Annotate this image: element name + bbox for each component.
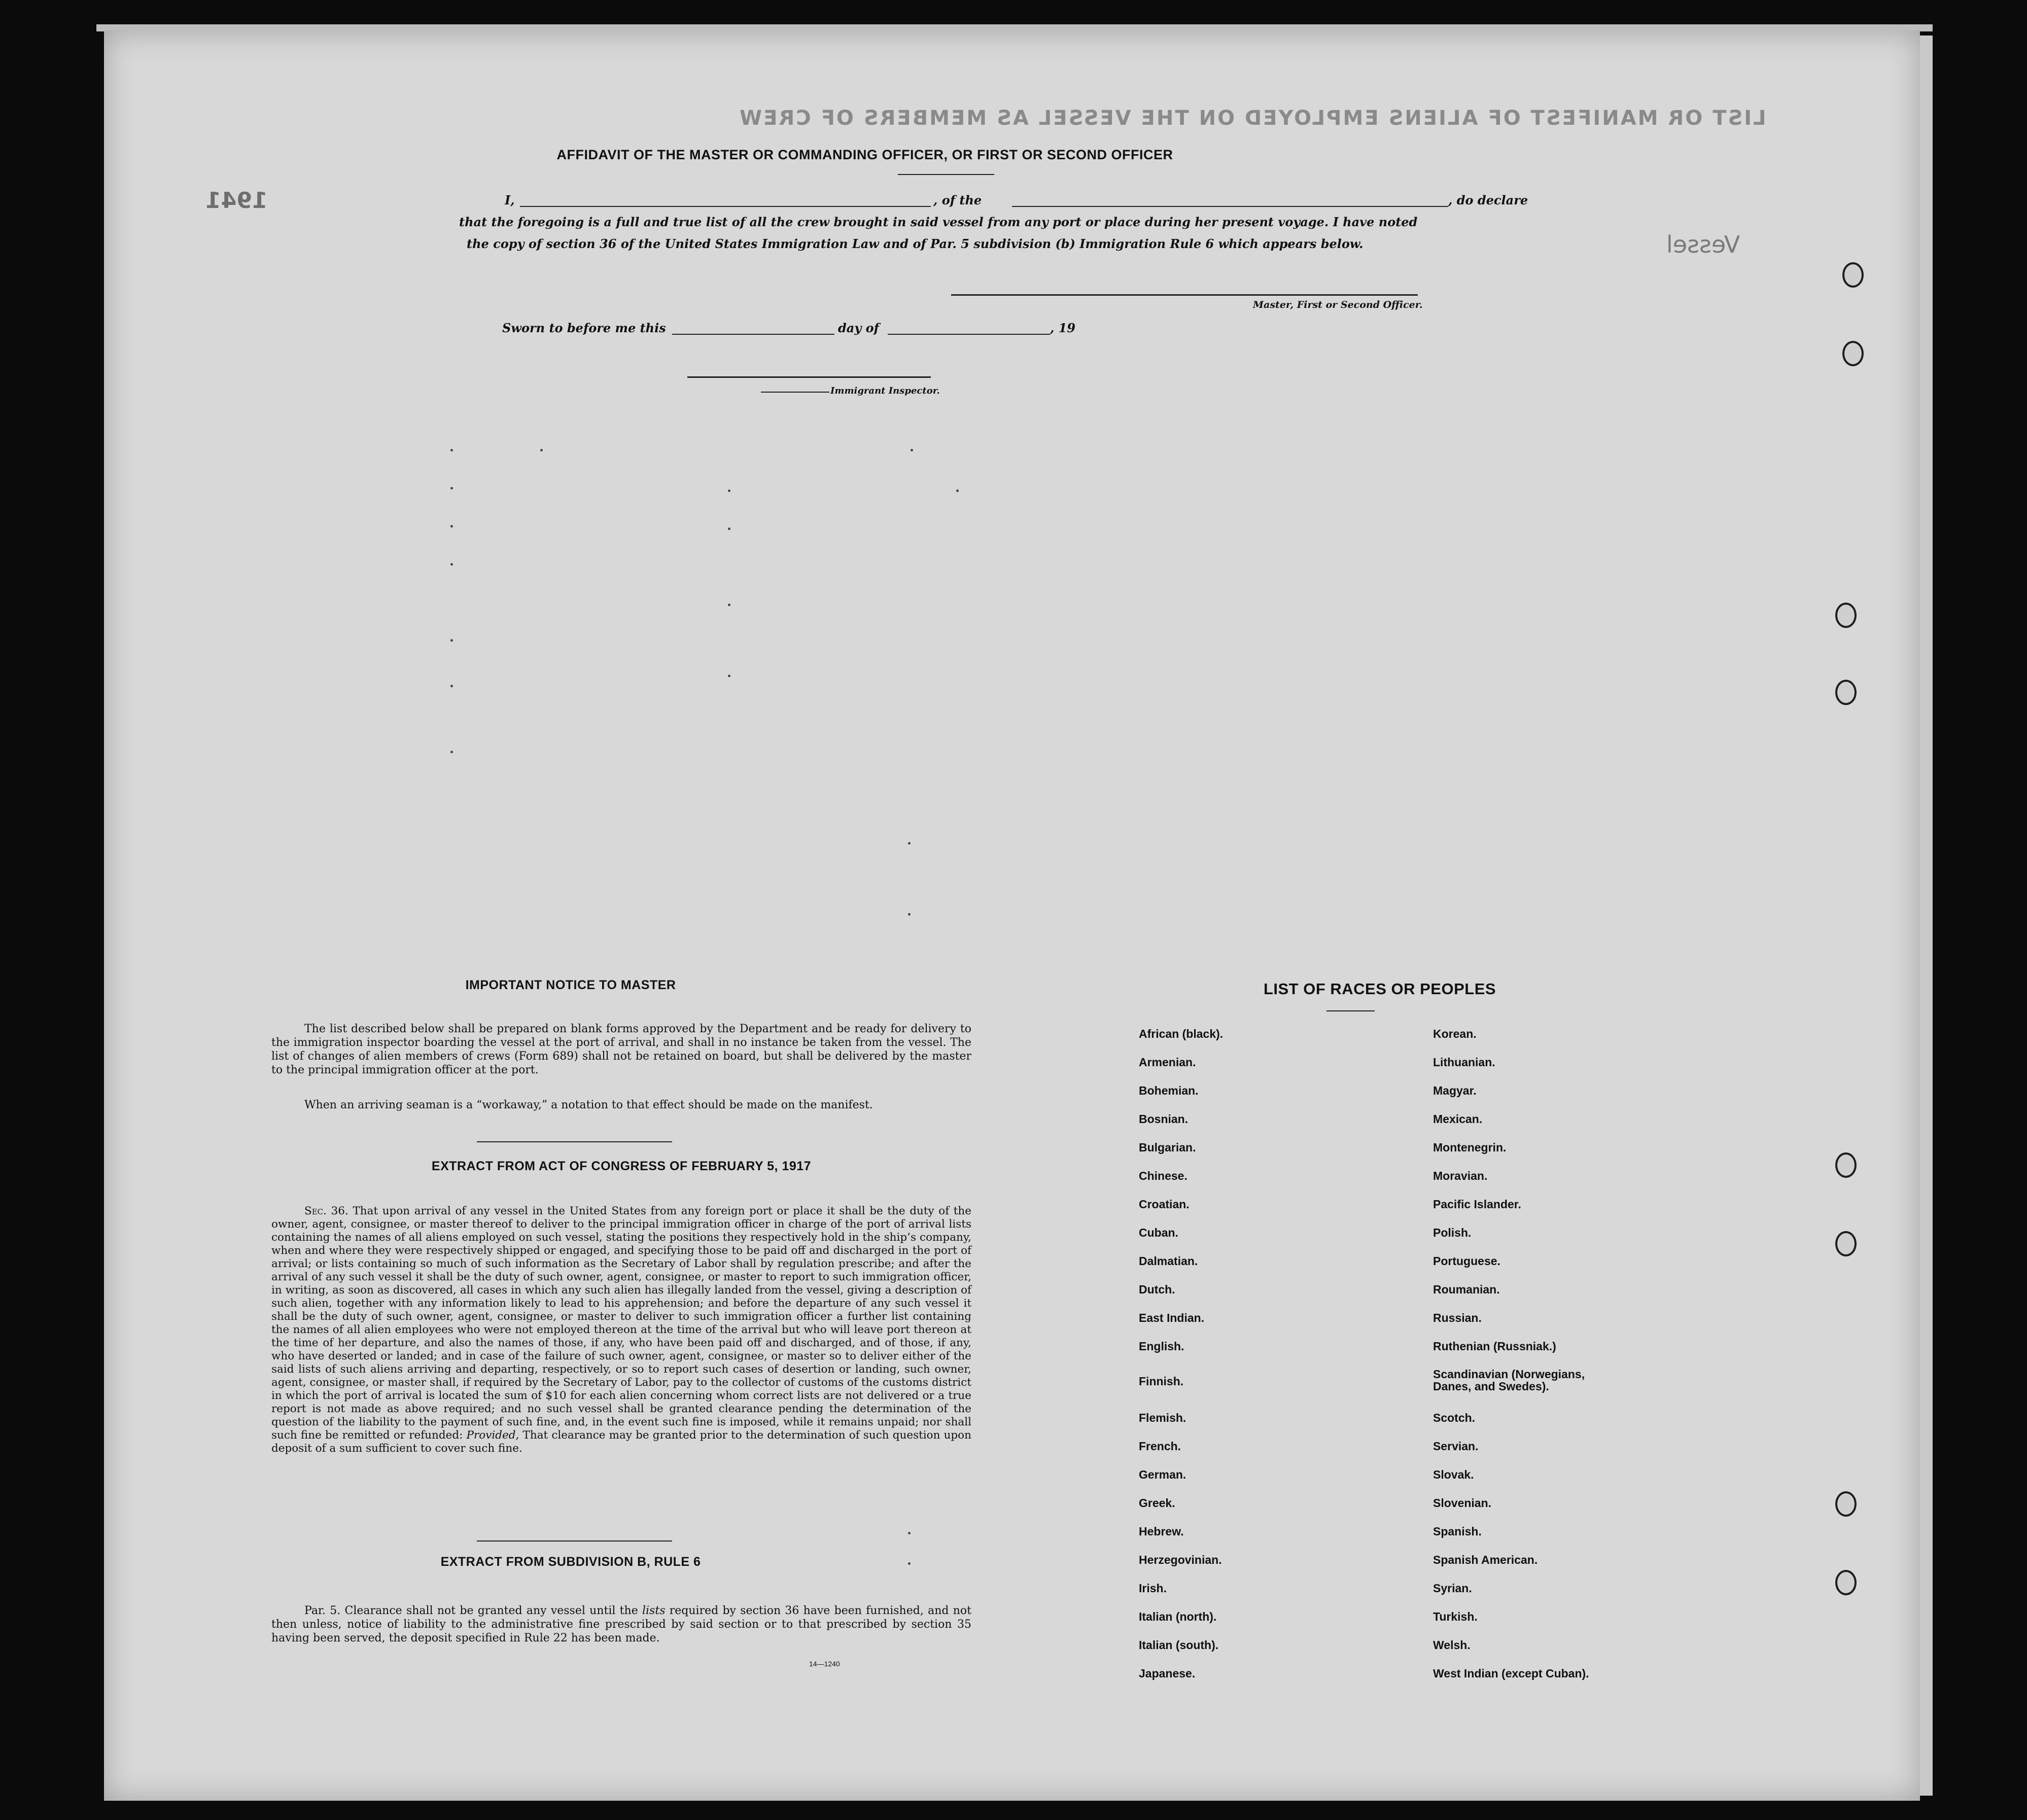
races-left-column [1139,1027,1443,1687]
race-item: Croatian. [1139,1198,1190,1211]
notice-paragraph-1: The list described below shall be prepared on blank forms approved by the Department and be ready for delivery to the immigration inspector boarding the vessel at the port of arrival, and shall in no instance be taken from the vessel. The list of changes of alien members of crews (Form 689) shall not be retained on board, but shall be delivered by the master to the principal immigration officer at the port. [271,1023,971,1076]
race-item: African (black). [1139,1027,1224,1040]
dot [908,1532,911,1534]
race-item: East Indian. [1139,1311,1205,1324]
race-item: Slovak. [1433,1468,1474,1481]
race-item: Slovenian. [1433,1496,1492,1510]
dot [540,449,543,451]
provided-label: Provided, [466,1429,519,1442]
race-item: Welsh. [1433,1638,1471,1652]
sworn-month-blank [888,334,1050,335]
race-item: Herzegovinian. [1139,1553,1222,1566]
dot [450,487,453,489]
rule-text-a: Par. 5. Clearance shall not be granted any vessel until the [304,1604,638,1617]
affidavit-line-2: that the foregoing is a full and true list of all the crew brought in said vessel from any port or place during her present voyage. I have noted [459,215,1418,229]
race-item: Servian. [1433,1440,1479,1453]
extract-rule-title: EXTRACT FROM SUBDIVISION B, RULE 6 [440,1555,701,1569]
race-item: Scandinavian (Norwegians, Danes, and Swedes). [1433,1368,1585,1393]
extract-act-body [271,1205,971,1455]
race-item: Dutch. [1139,1283,1175,1296]
bleed-corner-number: 1941 [205,188,268,214]
race-item: Bohemian. [1139,1084,1199,1097]
dot [450,639,453,642]
race-item: Bulgarian. [1139,1141,1196,1154]
signature-line [951,294,1418,296]
dot [908,842,911,845]
inspector-short-line [761,392,829,393]
race-item: Irish. [1139,1582,1167,1595]
sworn-year-label: , 19 [1050,321,1076,335]
races-title: LIST OF RACES OR PEOPLES [1263,980,1496,998]
dot [728,604,730,606]
race-item: Mexican. [1433,1112,1483,1126]
races-right-column [1433,1027,1737,1687]
vessel-blank [1012,206,1448,207]
affidavit-declare-label: , do declare [1448,193,1528,207]
race-item: Greek. [1139,1496,1175,1510]
punch-hole [1835,1231,1857,1256]
lists-word: lists [642,1604,666,1617]
race-item: Korean. [1433,1027,1477,1040]
manifest-page [104,30,1920,1801]
race-item: French. [1139,1440,1181,1453]
race-item: Scotch. [1433,1411,1476,1424]
dot [450,525,453,528]
race-item: Italian (north). [1139,1610,1217,1623]
section-label: Sec. 36. [304,1205,348,1217]
divider [477,1141,672,1142]
race-item: Magyar. [1433,1084,1477,1097]
extract-act-title: EXTRACT FROM ACT OF CONGRESS OF FEBRUARY 5, 1917 [431,1159,812,1173]
sworn-line [502,321,1111,341]
sworn-day-blank [672,334,834,335]
punch-hole [1842,262,1864,288]
race-item: Polish. [1433,1226,1472,1239]
race-item: Lithuanian. [1433,1056,1495,1069]
race-item: German. [1139,1468,1186,1481]
race-item: Finnish. [1139,1375,1184,1388]
race-item: Japanese. [1139,1667,1196,1680]
race-item: Italian (south). [1139,1638,1219,1652]
dot [728,489,730,492]
extract-rule-body [271,1604,971,1645]
section-36-text: That upon arrival of any vessel in the United States from any foreign port or place it shall be the duty of the owner, agent, consignee, or master thereof to deliver to the principal immigration officer in charge of the port of arrival lists containing the names of all aliens employed on such vessel, stating the positions they respectively hold in the ship’s company, when and where they were respectively shipped or engaged, and specifying those to be paid off and discharged in the port of arrival; or lists containing so much of such information as the Secretary of Labor shall by regulation prescribe; and after the arrival of any such vessel it shall be the duty of such owner, agent, consignee, or master to report to such immigration officer, in writing, as soon as discovered, all cases in which any such alien has illegally landed from the vessel, giving a description of such alien, together with any information likely to lead to his apprehension; and before the departure of any such vessel it shall be the duty of such owner, agent, consignee, or master to deliver to such immigration officer a further list containing the names of all alien employees who were not employed thereon at the time of the arrival but who will leave port thereon at the time of her departure, and also the names of those, if any, who have been paid off and discharged, and of those, if any, who have deserted or landed; and in case of the failure of such owner, agent, consignee, or master so to deliver either of the said lists of such aliens arriving and departing, respectively, or so to report such cases of desertion or landing, such owner, agent, consignee, or master shall, if required by the Secretary of Labor, pay to the collector of customs of the customs district in which the port of arrival is located the sum of $10 for each alien concerning whom correct lists are not delivered or a true report is not made as above required; and no such vessel shall be granted clearance pending the determination of the question of the liability to the payment of such fine, and, in the event such fine is imposed, while it remains unpaid; nor shall such fine be remitted or refunded: [271,1205,971,1442]
punch-hole [1835,680,1857,705]
signature-label: Master, First or Second Officer. [1253,299,1423,310]
race-item: Flemish. [1139,1411,1186,1424]
divider [898,174,994,175]
inspector-label: Immigrant Inspector. [830,386,940,396]
notice-title: IMPORTANT NOTICE TO MASTER [465,978,676,992]
dot [728,675,730,677]
dot [450,449,453,451]
race-item: Dalmatian. [1139,1254,1198,1268]
dot [908,1562,911,1565]
race-item: Spanish American. [1433,1553,1538,1566]
affidavit-title: AFFIDAVIT OF THE MASTER OR COMMANDING OFFICER, OR FIRST OR SECOND OFFICER [556,147,1173,162]
race-item: Chinese. [1139,1169,1187,1182]
race-item: Armenian. [1139,1056,1196,1069]
provided-text: That clearance may be granted prior to the determination of such question upon deposit of a sum sufficient to cover such fine. [271,1429,971,1455]
form-number: 14—1240 [809,1660,840,1668]
name-blank [520,206,931,207]
dot [728,528,730,530]
race-item: Hebrew. [1139,1525,1184,1538]
dot [450,563,453,566]
race-item: Russian. [1433,1311,1482,1324]
divider [477,1541,672,1542]
race-item: Bosnian. [1139,1112,1189,1126]
race-item: English. [1139,1340,1184,1353]
sworn-label: Sworn to before me this [502,321,666,335]
race-item: Moravian. [1433,1169,1488,1182]
rule-text-b: required by section 36 have been furnished, and not then unless, notice of liability to the administrative fine prescribed by said section or to that prescribed by section 35 having been served, the deposit specified in Rule 22 has been made. [271,1604,971,1644]
race-item: Pacific Islander. [1433,1198,1521,1211]
affidavit-i-label: I, [505,193,515,207]
dot [908,913,911,916]
punch-hole [1835,603,1857,628]
divider [1326,1010,1375,1011]
affidavit-line-3: the copy of section 36 of the United States Immigration Law and of Par. 5 subdivision (b) Immigration Rule 6 which appears below. [467,236,1364,251]
punch-hole [1835,1491,1857,1517]
race-item: West Indian (except Cuban). [1433,1667,1589,1680]
dot [450,685,453,687]
bleed-header-mirror: LIST OR MANIFEST OF ALIENS EMPLOYED ON THE VESSEL AS MEMBERS OF CREW [738,107,1766,130]
dot [956,489,959,492]
race-item: Syrian. [1433,1582,1472,1595]
punch-hole [1835,1152,1857,1178]
race-item: Montenegrin. [1433,1141,1507,1154]
affidavit-line-1 [505,193,1550,213]
bleed-vessel-mirror: Vessel [1666,231,1740,258]
inspector-signature-line [687,376,931,378]
punch-hole [1842,341,1864,366]
punch-hole [1835,1570,1857,1595]
sworn-day-of-label: day of [838,321,879,335]
dot [911,449,913,451]
race-item: Ruthenian (Russniak.) [1433,1340,1556,1353]
race-item: Portuguese. [1433,1254,1500,1268]
race-item: Roumanian. [1433,1283,1500,1296]
affidavit-of-the-label: , of the [933,193,982,207]
race-item: Turkish. [1433,1610,1478,1623]
notice-paragraph-2: When an arriving seaman is a “workaway,” a notation to that effect should be made on the manifest. [304,1099,873,1111]
dot [450,751,453,753]
race-item: Spanish. [1433,1525,1482,1538]
race-item: Cuban. [1139,1226,1178,1239]
